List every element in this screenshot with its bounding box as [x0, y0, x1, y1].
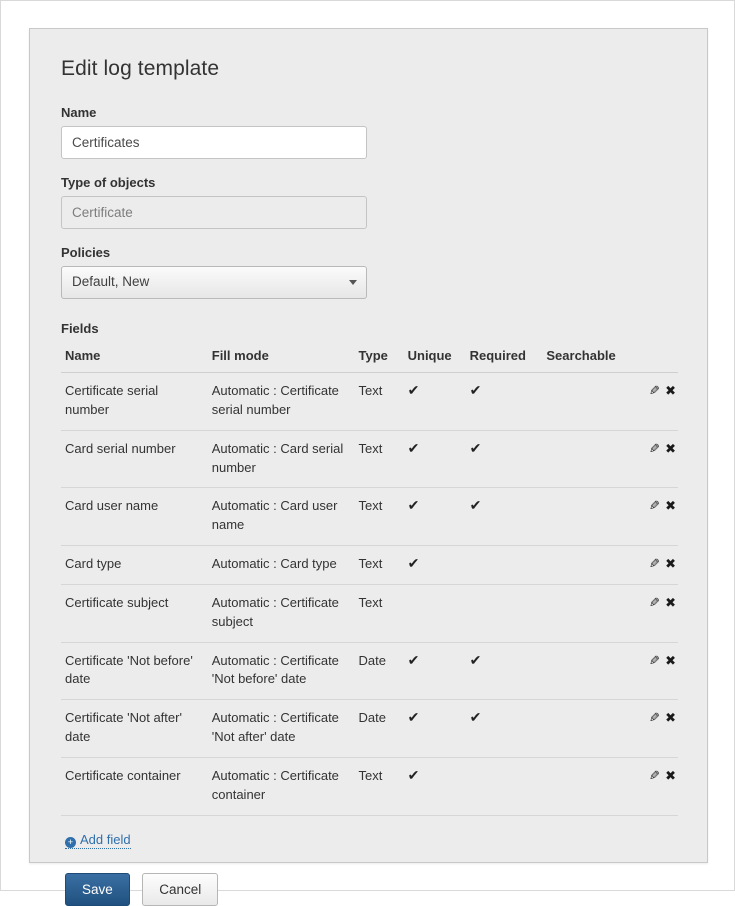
edit-icon[interactable]: ✎	[648, 556, 660, 572]
type-of-objects-label: Type of objects	[61, 175, 156, 190]
required-check-icon: ✔	[469, 709, 482, 726]
delete-icon[interactable]: ✖	[665, 710, 676, 726]
page-title: Edit log template	[61, 57, 220, 80]
table-header-row	[61, 344, 678, 373]
unique-check-icon: ✔	[407, 382, 420, 398]
cell-field-name: Card type	[61, 546, 208, 585]
table-row	[61, 757, 678, 815]
cancel-button[interactable]: Cancel	[142, 873, 218, 906]
policies-label: Policies	[61, 245, 111, 260]
cell-fill-mode: Automatic : Certificate 'Not after' date	[208, 700, 355, 758]
delete-icon[interactable]: ✖	[665, 594, 676, 610]
cell-type: Date	[355, 700, 404, 758]
unique-check-icon: ✔	[407, 766, 420, 783]
cell-fill-mode: Automatic : Card serial number	[208, 430, 355, 488]
cell-field-name: Card user name	[61, 488, 208, 546]
table-row	[61, 642, 678, 700]
column-header-fill-mode: Fill mode	[208, 344, 355, 373]
type-of-objects-group	[61, 175, 676, 229]
type-of-objects-input	[61, 196, 367, 229]
edit-log-template-dialog	[29, 28, 708, 897]
cell-field-name: Certificate subject	[61, 584, 208, 642]
name-label: Name	[61, 105, 97, 120]
column-header-type: Type	[355, 344, 404, 373]
cell-field-name: Certificate serial number	[61, 373, 208, 431]
cell-fill-mode: Automatic : Certificate 'Not before' date	[208, 642, 355, 700]
edit-icon[interactable]: ✎	[648, 652, 660, 668]
name-field-group	[61, 105, 676, 159]
cell-field-name: Certificate 'Not before' date	[61, 642, 208, 700]
cell-type: Text	[355, 757, 404, 815]
cell-type: Date	[355, 642, 404, 700]
edit-icon[interactable]: ✎	[648, 710, 660, 726]
required-check-icon: ✔	[469, 439, 482, 456]
add-field-button[interactable]	[65, 832, 131, 849]
column-header-actions	[633, 344, 678, 373]
cell-field-name: Certificate container	[61, 757, 208, 815]
edit-icon[interactable]: ✎	[648, 440, 660, 456]
column-header-name: Name	[61, 344, 208, 373]
required-check-icon: ✔	[469, 651, 482, 668]
unique-check-icon: ✔	[407, 555, 420, 572]
add-field-label: Add field	[80, 831, 131, 847]
delete-icon[interactable]: ✖	[665, 767, 676, 783]
fields-section-label: Fields	[61, 321, 99, 336]
required-check-icon: ✔	[469, 497, 482, 514]
edit-icon[interactable]: ✎	[648, 383, 660, 398]
policies-group	[61, 245, 676, 299]
cell-fill-mode: Automatic : Certificate subject	[208, 584, 355, 642]
cell-fill-mode: Automatic : Certificate container	[208, 757, 355, 815]
table-row	[61, 373, 678, 431]
delete-icon[interactable]: ✖	[665, 652, 676, 668]
dialog-buttons	[65, 873, 676, 906]
table-row	[61, 488, 678, 546]
delete-icon[interactable]: ✖	[665, 556, 676, 572]
cell-type: Text	[355, 488, 404, 546]
table-row	[61, 546, 678, 585]
column-header-searchable: Searchable	[542, 344, 632, 373]
unique-check-icon: ✔	[407, 651, 420, 668]
delete-icon[interactable]: ✖	[665, 498, 676, 514]
unique-check-icon: ✔	[407, 439, 420, 456]
cell-fill-mode: Automatic : Card type	[208, 546, 355, 585]
edit-icon[interactable]: ✎	[648, 498, 660, 514]
policies-select[interactable]: Default, New	[61, 266, 367, 299]
cell-type: Text	[355, 584, 404, 642]
delete-icon[interactable]: ✖	[665, 440, 676, 456]
table-row	[61, 430, 678, 488]
fields-table	[61, 344, 678, 816]
cell-field-name: Card serial number	[61, 430, 208, 488]
unique-check-icon: ✔	[407, 497, 420, 514]
save-button[interactable]: Save	[65, 873, 130, 906]
column-header-required: Required	[466, 344, 543, 373]
unique-check-icon: ✔	[407, 709, 420, 726]
edit-icon[interactable]: ✎	[648, 767, 660, 783]
column-header-unique: Unique	[404, 344, 466, 373]
name-input[interactable]	[61, 126, 367, 159]
required-check-icon: ✔	[469, 382, 482, 398]
cell-type: Text	[355, 430, 404, 488]
cell-field-name: Certificate 'Not after' date	[61, 700, 208, 758]
table-row	[61, 584, 678, 642]
fields-table-body	[61, 373, 678, 816]
plus-circle-icon: +	[65, 837, 76, 848]
cell-type: Text	[355, 546, 404, 585]
table-row	[61, 700, 678, 758]
cell-fill-mode: Automatic : Card user name	[208, 488, 355, 546]
cell-type: Text	[355, 373, 404, 431]
delete-icon[interactable]: ✖	[665, 383, 676, 398]
cell-fill-mode: Automatic : Certificate serial number	[208, 373, 355, 431]
edit-icon[interactable]: ✎	[648, 594, 660, 610]
